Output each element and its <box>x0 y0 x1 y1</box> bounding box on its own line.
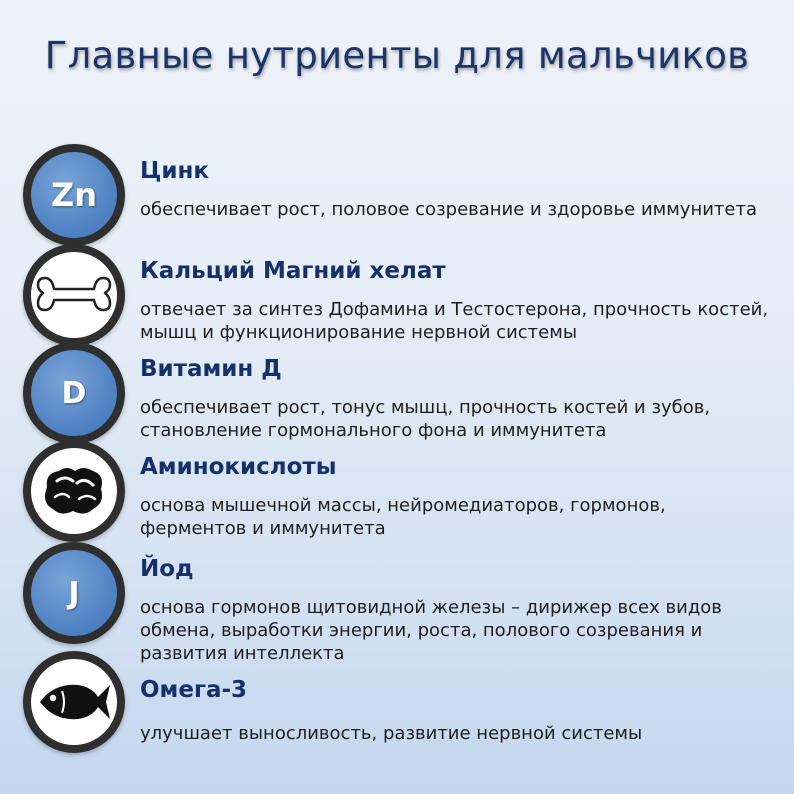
nutrient-description: основа мышечной массы, нейромедиаторов, гормонов, ферментов и иммунитета <box>140 495 666 539</box>
zinc-symbol-label: Zn <box>51 176 97 214</box>
page-title: Главные нутриенты для мальчиков <box>44 34 750 77</box>
vitamin-d-symbol-label: D <box>61 375 87 411</box>
nutrient-name: Омега-3 <box>140 677 248 703</box>
nutrient-name: Цинк <box>140 158 209 184</box>
nutrient-description: отвечает за синтез Дофамина и Тестостерона, прочность костей, мышц и функционирование нервной системы <box>140 299 769 343</box>
nutrient-description: обеспечивает рост, тонус мышц, прочность костей и зубов, становление гормонального фона и иммунитета <box>140 397 711 441</box>
nutrient-name: Витамин Д <box>140 356 282 382</box>
nutrient-name: Йод <box>140 556 194 582</box>
vitamin-d-symbol-icon <box>23 342 125 444</box>
fish-icon <box>23 651 125 753</box>
iodine-symbol-icon <box>23 542 125 644</box>
zinc-symbol-icon <box>23 144 125 246</box>
meat-icon <box>23 440 125 542</box>
nutrient-description: улучшает выносливость, развитие нервной системы <box>140 723 643 744</box>
nutrient-description: обеспечивает рост, половое созревание и здоровье иммунитета <box>140 199 757 220</box>
nutrient-description: основа гормонов щитовидной железы – дирижер всех видов обмена, выработки энергии, роста, полового созревания и развития интеллекта <box>140 597 722 664</box>
iodine-symbol-label: J <box>68 575 80 611</box>
bone-icon <box>23 244 125 346</box>
nutrient-name: Кальций Магний хелат <box>140 258 446 284</box>
nutrient-name: Аминокислоты <box>140 454 337 480</box>
